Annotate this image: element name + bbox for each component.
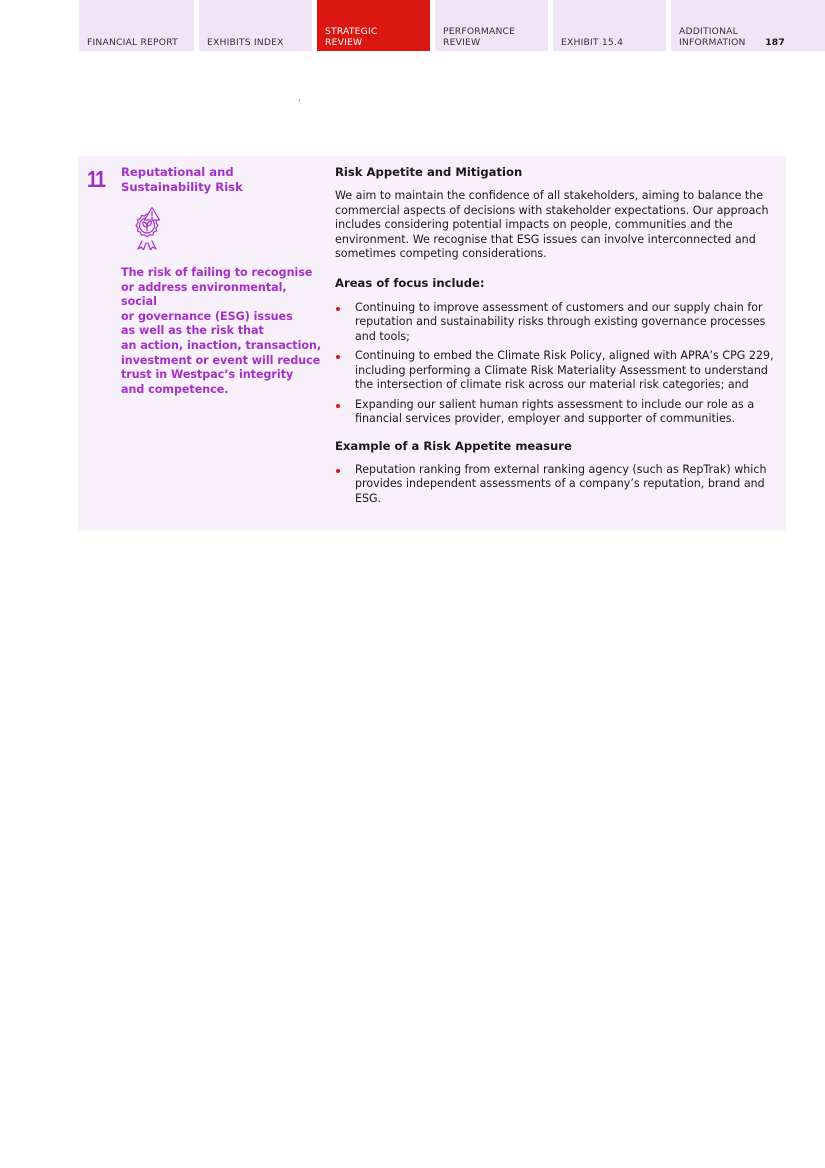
mitigation-intro: We aim to maintain the confidence of all stakeholders, aiming to balance the commercial aspects of decisions with stakeholder expectations. Our approach includes considering potential impacts on people, communities and the environment. We recognise that ESG issues can involve interconnected and sometimes competing considerations. <box>335 189 769 260</box>
list-item-text: Continuing to improve assessment of customers and our supply chain for reputation and sustainability risks through existing governance processes and tools; <box>355 300 766 343</box>
list-item <box>335 463 780 507</box>
bullet-icon <box>336 307 340 311</box>
list-item-text: Continuing to embed the Climate Risk Policy, aligned with APRA’s CPG 229, including performing a Climate Risk Materiality Assessment to understand the intersection of climate risk across our material risk categories; and <box>355 349 774 391</box>
list-item-text: Expanding our salient human rights assessment to include our role as a financial services provider, employer and supporter of communities. <box>355 397 755 425</box>
list-item <box>335 349 780 393</box>
speck <box>299 100 300 101</box>
tab-performance-review[interactable] <box>435 0 548 51</box>
focus-heading: Areas of focus include: <box>335 275 485 290</box>
tab-label: ADDITIONAL INFORMATION <box>679 26 746 48</box>
reputation-sustainability-icon <box>128 206 166 250</box>
measure-list <box>335 463 780 507</box>
list-item <box>335 301 780 345</box>
measure-heading: Example of a Risk Appetite measure <box>335 438 572 453</box>
bullet-icon <box>336 469 340 473</box>
list-item-text: Reputation ranking from external ranking agency (such as RepTrak) which provides independent assessments of a company’s reputation, brand and ESG. <box>355 462 767 505</box>
tab-strategic-review[interactable] <box>317 0 430 51</box>
top-navigation <box>79 0 825 51</box>
tab-label: EXHIBIT 15.4 <box>561 36 624 48</box>
mitigation-heading: Risk Appetite and Mitigation <box>335 165 523 179</box>
tab-additional-information[interactable] <box>671 0 825 51</box>
tab-financial-report[interactable] <box>79 0 194 51</box>
risk-number: 11 <box>87 166 105 192</box>
bullet-icon <box>336 355 340 359</box>
tab-label: STRATEGIC REVIEW <box>325 26 378 48</box>
risk-description: The risk of failing to recognise or address environmental, social or governance (ESG) issues as well as the risk that an action, inaction, transaction, investment or event will reduce trust in Westpac’s integrity and competence. <box>121 266 322 396</box>
tab-label: EXHIBITS INDEX <box>207 36 284 48</box>
risk-title: Reputational and Sustainability Risk <box>121 165 243 194</box>
list-item <box>335 398 780 427</box>
focus-list <box>335 301 780 427</box>
bullet-icon <box>336 404 340 408</box>
mitigation-section <box>335 165 780 511</box>
tab-label: FINANCIAL REPORT <box>87 36 178 48</box>
tab-label: PERFORMANCE REVIEW <box>443 26 516 48</box>
page-number: 187 <box>765 36 785 48</box>
tab-exhibit-15-4[interactable] <box>553 0 666 51</box>
risk-panel <box>78 156 786 531</box>
tab-exhibits-index[interactable] <box>199 0 312 51</box>
